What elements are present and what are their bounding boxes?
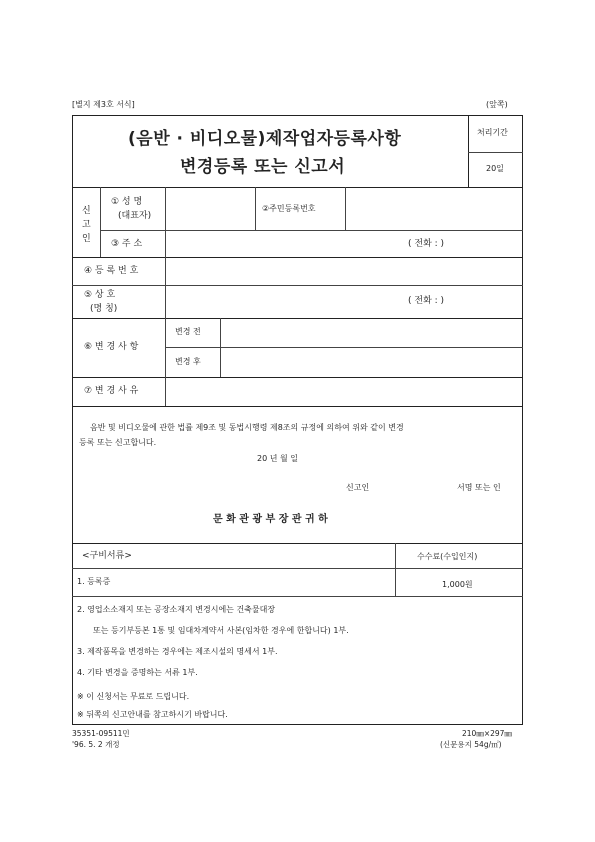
before-change-label: 변경 전 bbox=[175, 327, 201, 336]
signature-label: 서명 또는 인 bbox=[457, 483, 501, 492]
form-code: 35351-09511민 bbox=[72, 729, 130, 738]
representative-label: (대표자) bbox=[118, 211, 152, 221]
processing-period-label: 처리기간 bbox=[477, 128, 508, 137]
document-item-2: 2. 영업소소재지 또는 공장소재지 변경시에는 건축물대장 bbox=[77, 605, 276, 614]
applicant-label: 신고인 bbox=[346, 483, 370, 492]
document-item-2-cont: 또는 등기부등본 1통 및 임대차계약서 사본(임차한 경우에 한합니다) 1부. bbox=[93, 626, 349, 635]
addressee: 문 화 관 광 부 장 관 귀 하 bbox=[213, 514, 328, 525]
change-reason-label: ⑦ 변 경 사 유 bbox=[84, 386, 139, 396]
form-number: [별지 제3호 서식] bbox=[72, 100, 135, 109]
revision-date: '96. 5. 2 개정 bbox=[72, 740, 120, 749]
change-items-label: ⑥ 변 경 사 항 bbox=[84, 342, 139, 352]
declaration-date: 20 년 월 일 bbox=[257, 454, 298, 463]
document-item-1: 1. 등록증 bbox=[77, 577, 111, 586]
note-free: ※ 이 신청서는 무료로 드립니다. bbox=[77, 692, 190, 701]
processing-period-value: 20일 bbox=[486, 164, 504, 173]
name-label: ① 성 명 bbox=[111, 197, 143, 207]
trade-name-label: ⑤ 상 호 bbox=[84, 290, 116, 300]
registration-number-label: ④ 등 록 번 호 bbox=[84, 266, 139, 276]
after-change-label: 변경 후 bbox=[175, 357, 201, 366]
fee-label: 수수료(수입인지) bbox=[417, 552, 478, 561]
declaration-text-line1: 음반 및 비디오물에 관한 법률 제9조 및 동법시행령 제8조의 규정에 의하여 위와 같이 변경 bbox=[90, 423, 404, 432]
address-phone: ( 전화 : ) bbox=[408, 239, 445, 249]
paper-type: (신문용지 54g/㎡) bbox=[440, 740, 502, 749]
trade-name-sub-label: (명 칭) bbox=[90, 304, 118, 314]
note-reference: ※ 뒤쪽의 신고안내를 참고하시기 바랍니다. bbox=[77, 710, 228, 719]
address-label: ③ 주 소 bbox=[111, 239, 143, 249]
form-title-line1: (음반 · 비디오물)제작업자등록사항 bbox=[128, 129, 402, 149]
required-documents-header: <구비서류> bbox=[82, 551, 132, 561]
page-side-label: (앞쪽) bbox=[486, 100, 508, 109]
fee-value: 1,000원 bbox=[442, 580, 473, 589]
document-item-3: 3. 제작품목을 변경하는 경우에는 제조시설의 명세서 1부. bbox=[77, 647, 278, 656]
document-item-4: 4. 기타 변경을 증명하는 서류 1부. bbox=[77, 668, 198, 677]
form-title-line2: 변경등록 또는 신고서 bbox=[180, 157, 346, 177]
resident-number-label: ②주민등록번호 bbox=[262, 204, 316, 213]
paper-size: 210㎜×297㎜ bbox=[462, 729, 512, 738]
trade-phone: ( 전화 : ) bbox=[408, 296, 445, 306]
declaration-text-line2: 등록 또는 신고합니다. bbox=[79, 438, 157, 447]
